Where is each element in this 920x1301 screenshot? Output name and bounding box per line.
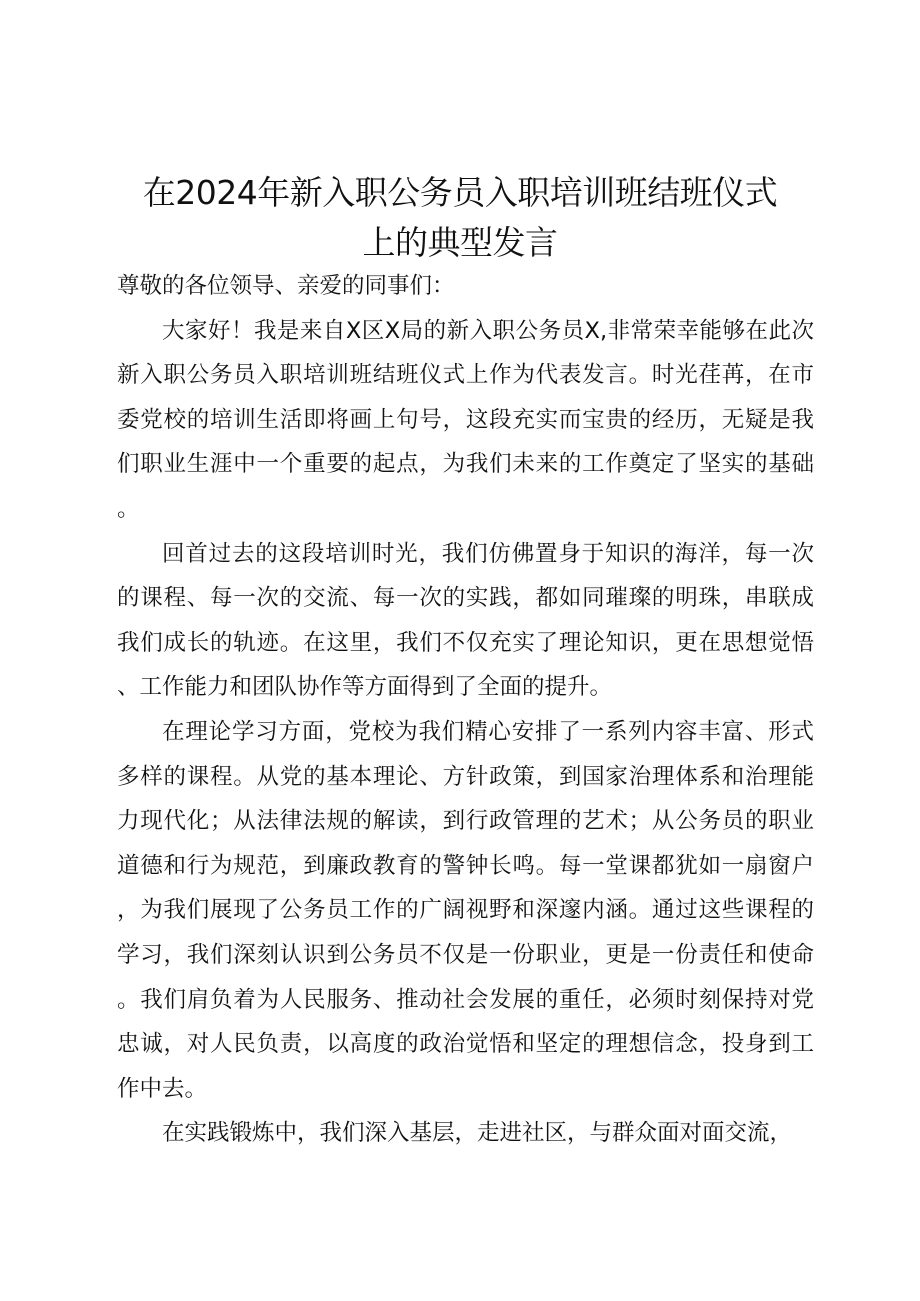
document-title: [110, 168, 810, 268]
document-body: [117, 264, 814, 1156]
paragraph-practice: 在实践锻炼中，我们深入基层，走进社区，与群众面对面交流，: [162, 1120, 793, 1147]
paragraph-theory-study: 在理论学习方面，党校为我们精心安排了一系列内容丰富、形式多样的课程。从党的基本理论、方针政策，到国家治理体系和治理能力现代化；从法律法规的解读，到行政管理的艺术；从公务员的职业道德和行为规范，到廉政教育的警钟长鸣。每一堂课都犹如一扇窗户，为我们展现了公务员工作的广阔视野和深邃内涵。通过这些课程的学习，我们深刻认识到公务员不仅是一份职业，更是一份责任和使命。我们肩负着为人民服务、推动社会发展的重任，必须时刻保持对党忠诚，对人民负责，以高度的政治觉悟和坚定的理想信念，投身到工作中去。: [117, 718, 814, 1102]
salutation: 尊敬的各位领导、亲爱的同事们：: [117, 273, 455, 299]
title-line-1: 在2024年新入职公务员入职培训班结班仪式: [142, 173, 778, 212]
title-line-2: 上的典型发言: [362, 223, 558, 262]
paragraph-greeting: 大家好！我是来自X区X局的新入职公务员X,非常荣幸能够在此次新入职公务员入职培训班结班仪式上作为代表发言。时光荏苒，在市委党校的培训生活即将画上句号，这段充实而宝贵的经历，无疑是我们职业生涯中一个重要的起点，为我们未来的工作奠定了坚实的基础。: [117, 317, 814, 522]
paragraph-review: 回首过去的这段培训时光，我们仿佛置身于知识的海洋，每一次的课程、每一次的交流、每一次的实践，都如同璀璨的明珠，串联成我们成长的轨迹。在这里，我们不仅充实了理论知识，更在思想觉悟、工作能力和团队协作等方面得到了全面的提升。: [117, 540, 814, 701]
